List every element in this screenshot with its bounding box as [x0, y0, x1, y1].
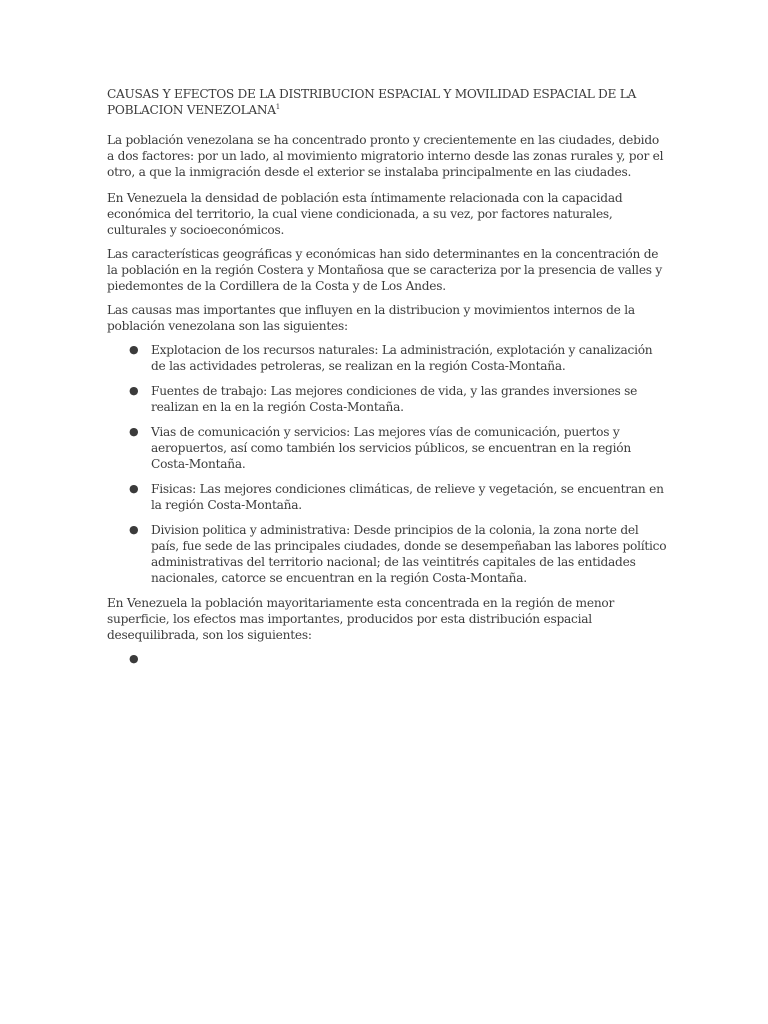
paragraph-causes-intro: Las causas mas importantes que influyen en la distribucion y movimientos internos de la población venezolana son las siguientes:	[107, 303, 635, 333]
effects-list	[107, 651, 667, 667]
list-item-text: Vias de comunicación y servicios: Las mejores vías de comunicación, puertos y aeropuertos, así como también los servicios públicos, se encuentran en la región Costa-Montaña.	[151, 425, 631, 471]
list-item-empty	[107, 651, 667, 667]
list-item-text: Fuentes de trabajo: Las mejores condiciones de vida, y las grandes inversiones se realizan en la en la región Costa-Montaña.	[151, 384, 638, 414]
bullet-icon: ●	[129, 425, 139, 438]
list-item	[107, 383, 667, 415]
paragraph-urbanization: La población venezolana se ha concentrado pronto y crecientemente en las ciudades, debido a dos factores: por un lado, al movimiento migratorio interno desde las zonas rurales y, por el otro, a que la inmigración desde el exterior se instalaba principalmente en las ciudades.	[107, 133, 664, 179]
bullet-icon: ●	[129, 343, 139, 356]
paragraph-density: En Venezuela la densidad de población esta íntimamente relacionada con la capacidad económica del territorio, la cual viene condicionada, a su vez, por factores naturales, culturales y socioeconómicos.	[107, 191, 623, 237]
paragraph-geography: Las características geográficas y económicas han sido determinantes en la concentración de la población en la región Costera y Montañosa que se caracteriza por la presencia de valles y piedemontes de la Cordillera de la Costa y de Los Andes.	[107, 247, 663, 293]
bullet-icon: ●	[129, 523, 139, 536]
document-page	[107, 86, 667, 676]
document-title	[107, 86, 667, 118]
title-text: CAUSAS Y EFECTOS DE LA DISTRIBUCION ESPACIAL Y MOVILIDAD ESPACIAL DE LA POBLACION VENEZOLANA	[107, 87, 636, 117]
list-item	[107, 424, 667, 472]
bullet-icon: ●	[129, 482, 139, 495]
list-item-text: Division politica y administrativa: Desde principios de la colonia, la zona norte del país, fue sede de las principales ciudades, donde se desempeñaban las labores político administrativas del territorio nacional; de las veintitrés capitales de las entidades nacionales, catorce se encuentran en la región Costa-Montaña.	[151, 523, 667, 585]
footnote-marker: 1	[275, 102, 280, 111]
causes-list	[107, 342, 667, 586]
list-item-text: Explotacion de los recursos naturales: La administración, explotación y canalización de las actividades petroleras, se realizan en la región Costa-Montaña.	[151, 343, 653, 373]
list-item-text: Fisicas: Las mejores condiciones climáticas, de relieve y vegetación, se encuentran en la región Costa-Montaña.	[151, 482, 664, 512]
list-item	[107, 522, 667, 586]
list-item	[107, 342, 667, 374]
bullet-icon: ●	[129, 384, 139, 397]
bullet-icon: ●	[129, 652, 139, 665]
list-item	[107, 481, 667, 513]
paragraph-effects-intro: En Venezuela la población mayoritariamente esta concentrada en la región de menor superficie, los efectos mas importantes, producidos por esta distribución espacial desequilibrada, son los siguientes:	[107, 596, 615, 642]
